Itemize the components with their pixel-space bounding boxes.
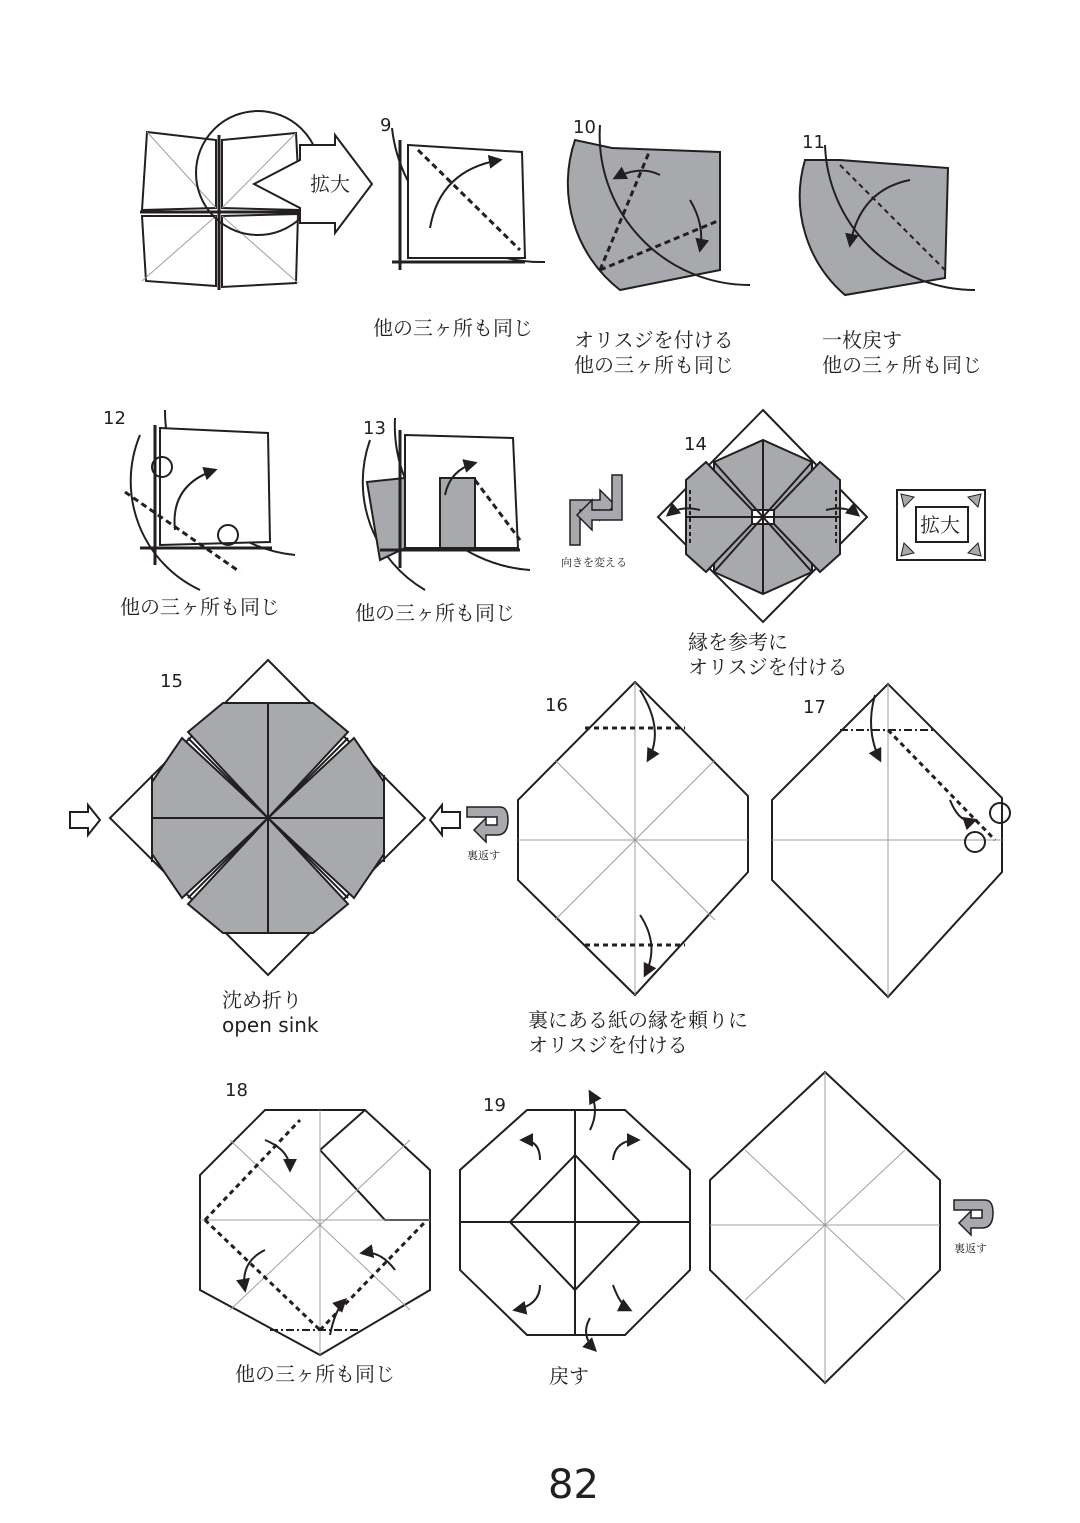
step-15-caption-line-1: 沈め折り [222,988,302,1012]
push-arrow-left [70,805,100,835]
step-19-diagram [460,1092,690,1350]
step-19-caption: 戻す [549,1364,589,1388]
step-18-diagram [200,1110,430,1355]
turn-over-label-2: 裏返す [954,1242,987,1255]
step-number-12: 12 [103,408,126,429]
step-number-11: 11 [802,132,825,153]
step-14-caption-line-1: 縁を参考に [688,630,788,654]
step-number-13: 13 [363,418,386,439]
step-number-9: 9 [380,115,392,136]
turn-over-label-1: 裏返す [467,849,500,862]
step-17-diagram [772,684,1010,997]
step-9-caption: 他の三ヶ所も同じ [373,316,533,340]
step-15-caption-line-2: open sink [222,1013,319,1037]
step-13-diagram [363,418,530,590]
step-14-caption-line-2: オリスジを付ける [688,655,848,679]
step-number-18: 18 [225,1080,248,1101]
step-20-result [710,1072,940,1383]
step-number-14: 14 [684,434,707,455]
step-13-caption: 他の三ヶ所も同じ [355,601,515,625]
step-18-caption: 他の三ヶ所も同じ [235,1362,395,1386]
step-10-diagram [568,125,750,290]
step-11-caption-line-1: 一枚戻す [822,328,902,352]
step-16-caption-line-2: オリスジを付ける [528,1033,688,1057]
step-12-caption: 他の三ヶ所も同じ [120,595,280,619]
turn-over-symbol-2 [954,1200,993,1235]
zoom-label: 拡大 [310,172,350,196]
step-number-15: 15 [160,671,183,692]
step-11-diagram [800,145,975,295]
rotate-label: 向きを変える [561,556,627,569]
step-16-caption-line-1: 裏にある紙の縁を頼りに [528,1008,748,1032]
page-number: 82 [548,1462,599,1508]
step-11-caption-line-2: 他の三ヶ所も同じ [822,353,982,377]
step-number-19: 19 [483,1095,506,1116]
step-15-diagram [110,660,425,975]
push-arrow-right [430,805,460,835]
step-number-17: 17 [803,697,826,718]
step-number-10: 10 [573,117,596,138]
zoom-badge-label: 拡大 [920,513,960,537]
step-number-16: 16 [545,695,568,716]
rotate-symbol [570,475,622,545]
step-10-caption-line-1: オリスジを付ける [574,328,734,352]
step-12-diagram [125,410,295,590]
step-10-caption-line-2: 他の三ヶ所も同じ [574,353,734,377]
step-9-diagram [392,128,545,270]
turn-over-symbol-1 [467,807,508,842]
step-16-diagram [518,682,748,995]
